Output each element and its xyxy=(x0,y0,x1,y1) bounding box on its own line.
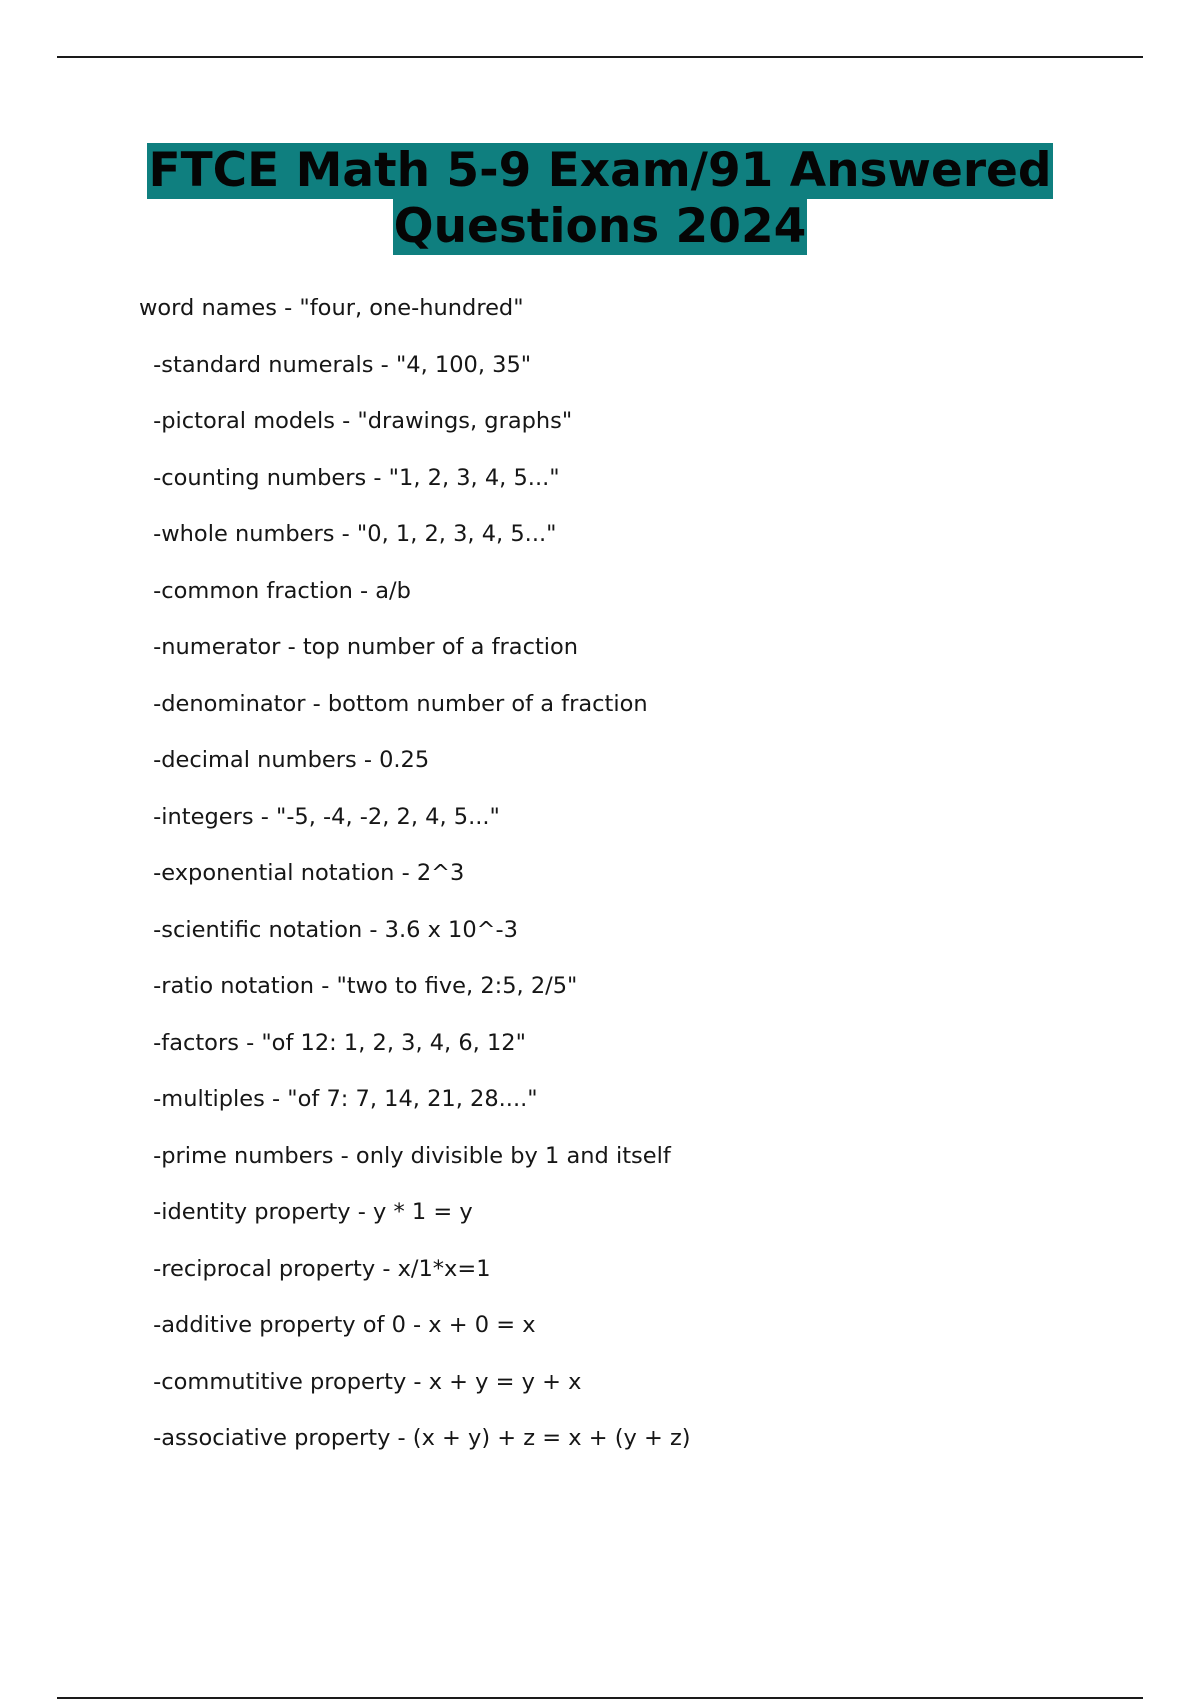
term-item: -reciprocal property - x/1*x=1 xyxy=(146,1255,491,1282)
term-item: -whole numbers - "0, 1, 2, 3, 4, 5..." xyxy=(146,521,557,547)
term-item: -factors - "of 12: 1, 2, 3, 4, 6, 12" xyxy=(146,1029,526,1056)
term-item: -multiples - "of 7: 7, 14, 21, 28...." xyxy=(146,1086,538,1112)
term-item: -scientific notation - 3.6 x 10^-3 xyxy=(146,916,518,943)
term-item: -pictoral models - "drawings, graphs" xyxy=(146,408,573,434)
top-rule xyxy=(57,56,1143,58)
term-item: -denominator - bottom number of a fraction xyxy=(146,690,648,717)
term-item: -standard numerals - "4, 100, 35" xyxy=(146,351,532,378)
title-line-2: Questions 2024 xyxy=(393,199,807,254)
term-item: -integers - "-5, -4, -2, 2, 4, 5..." xyxy=(146,803,500,830)
term-item: -ratio notation - "two to five, 2:5, 2/5" xyxy=(146,973,578,999)
term-item: word names - "four, one-hundred" xyxy=(139,295,524,321)
term-item: -identity property - y * 1 = y xyxy=(146,1199,473,1225)
term-item: -common fraction - a/b xyxy=(146,577,411,604)
term-item: -additive property of 0 - x + 0 = x xyxy=(146,1312,536,1338)
document-title xyxy=(0,143,1200,255)
bottom-rule xyxy=(57,1697,1143,1699)
term-item: -decimal numbers - 0.25 xyxy=(146,747,430,773)
term-list xyxy=(139,280,691,1467)
term-item: -associative property - (x + y) + z = x + (y + z) xyxy=(146,1425,691,1451)
term-item: -exponential notation - 2^3 xyxy=(146,860,465,886)
term-item: -numerator - top number of a fraction xyxy=(146,634,579,660)
term-item: -counting numbers - "1, 2, 3, 4, 5..." xyxy=(146,464,560,491)
title-line-1: FTCE Math 5-9 Exam/91 Answered xyxy=(148,143,1052,198)
term-item: -commutitive property - x + y = y + x xyxy=(146,1368,582,1395)
term-item: -prime numbers - only divisible by 1 and itself xyxy=(146,1142,671,1169)
